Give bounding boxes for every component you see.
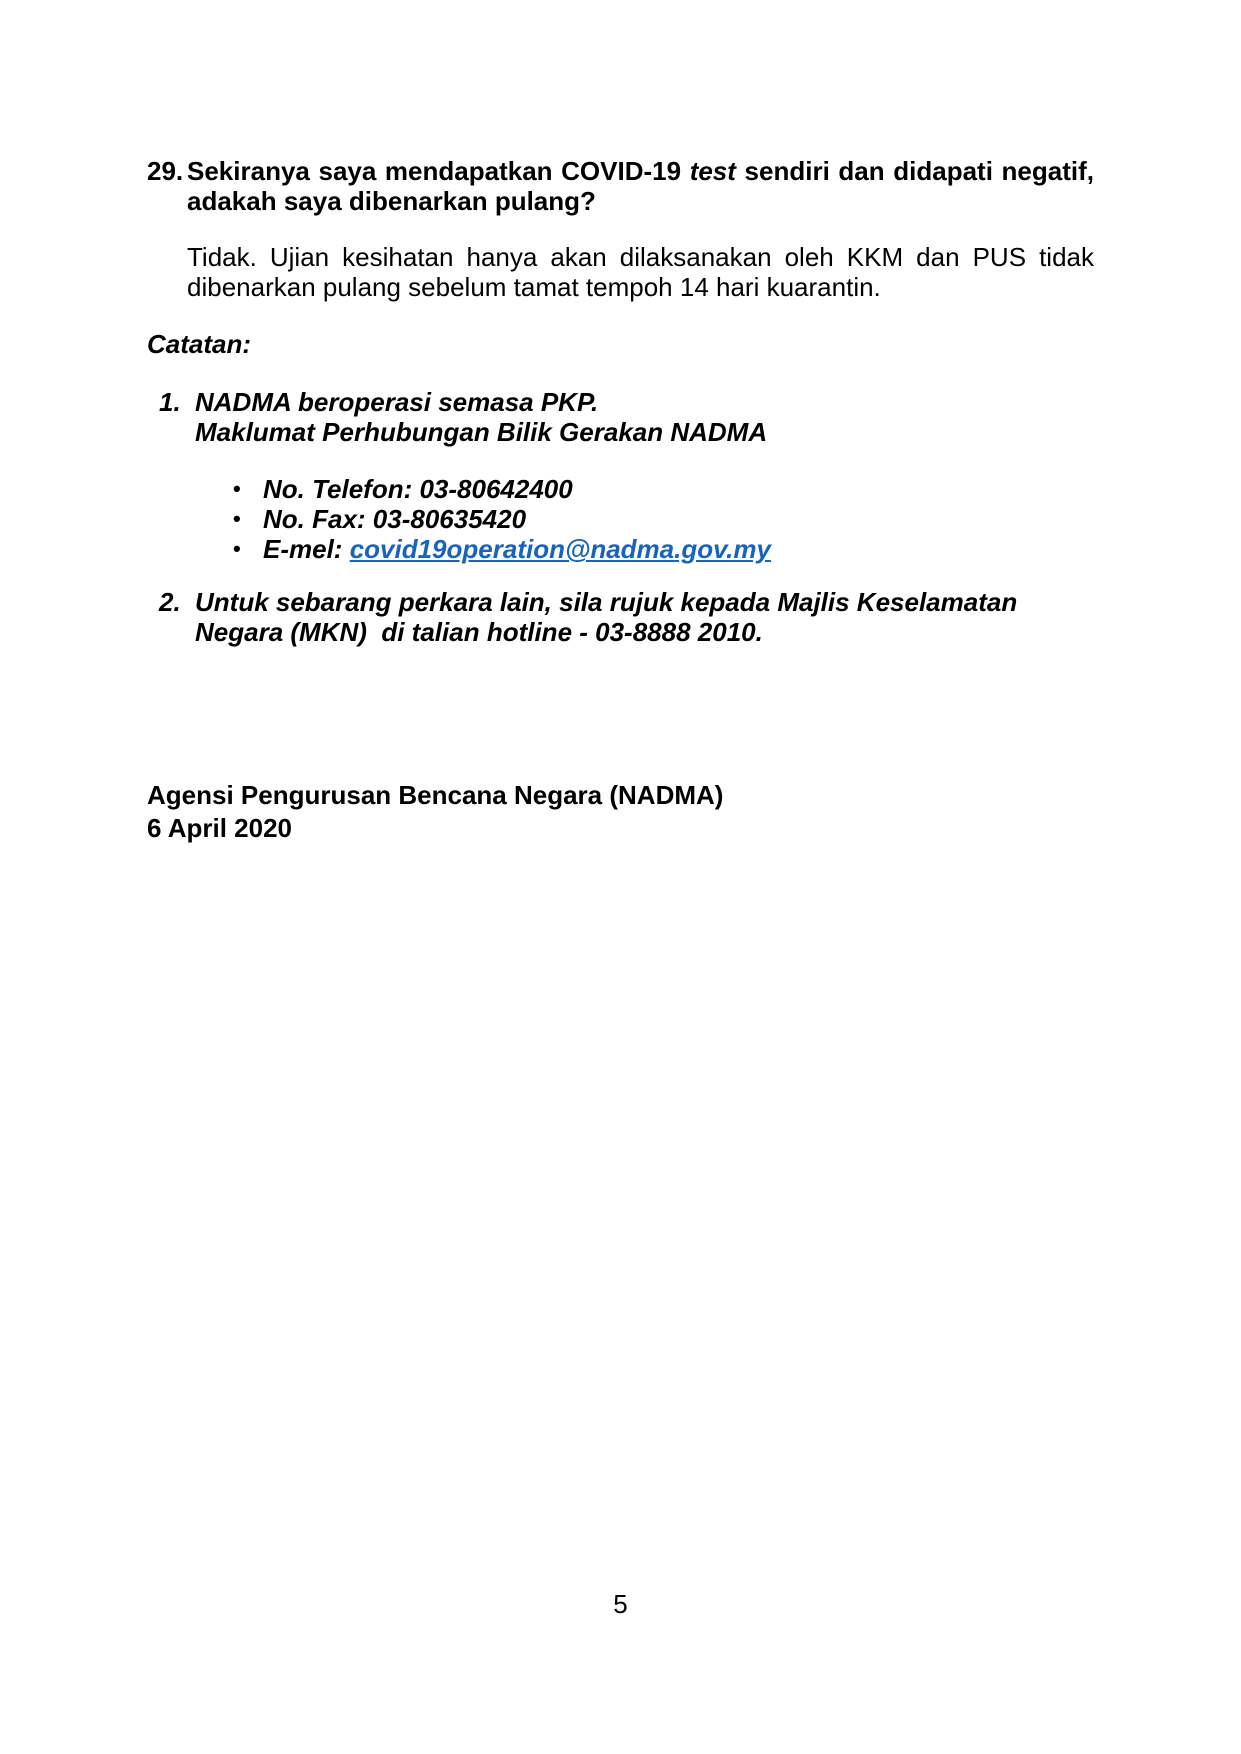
question-italic-word: test [689, 156, 736, 186]
answer-line-2: dibenarkan pulang sebelum tamat tempoh 14 hari kuarantin. [187, 272, 881, 302]
email-prefix: E-mel: [263, 534, 350, 564]
question-line1-pre: Sekiranya saya mendapatkan COVID-19 [187, 156, 690, 186]
list-item-telephone [233, 474, 1094, 504]
note-item-2 [159, 587, 1094, 647]
note-item-1 [159, 387, 1094, 447]
document-date: 6 April 2020 [147, 813, 293, 843]
note-2-number: 2. [159, 587, 181, 617]
bullet-icon: • [233, 476, 241, 501]
question-line-1 [187, 156, 1094, 186]
note-2-line-2: Negara (MKN) di talian hotline - 03-8888 2010. [195, 617, 763, 647]
faq-question-29 [147, 156, 1094, 216]
list-item-email [233, 534, 1094, 564]
question-line1-post: sendiri dan didapati negatif, [735, 156, 1094, 186]
notes-heading: Catatan: [147, 329, 252, 359]
note-1-body [195, 387, 1094, 447]
fax-label: No. Fax: 03-80635420 [263, 504, 527, 534]
bullet-icon: • [233, 536, 241, 561]
list-item-fax [233, 504, 1094, 534]
question-number: 29. [147, 156, 184, 186]
bullet-icon: • [233, 506, 241, 531]
question-text [187, 156, 1094, 216]
note-1-number: 1. [159, 387, 181, 417]
answer-paragraph [187, 242, 1094, 302]
email-label [263, 534, 771, 564]
contact-list [147, 474, 1094, 564]
agency-name: Agensi Pengurusan Bencana Negara (NADMA) [147, 780, 724, 810]
page-number: 5 [613, 1589, 628, 1619]
email-link[interactable]: covid19operation@nadma.gov.my [349, 534, 771, 564]
document-footer [147, 779, 1094, 845]
note-1-line-2: Maklumat Perhubungan Bilik Gerakan NADMA [195, 417, 768, 447]
answer-line-1: Tidak. Ujian kesihatan hanya akan dilaksanakan oleh KKM dan PUS tidak [187, 242, 1094, 272]
note-2-line-1: Untuk sebarang perkara lain, sila rujuk kepada Majlis Keselamatan [195, 587, 1018, 617]
note-2-body [195, 587, 1094, 647]
telephone-label: No. Telefon: 03-80642400 [263, 474, 573, 504]
question-line-2: adakah saya dibenarkan pulang? [187, 186, 596, 216]
note-1-line-1: NADMA beroperasi semasa PKP. [195, 387, 599, 417]
